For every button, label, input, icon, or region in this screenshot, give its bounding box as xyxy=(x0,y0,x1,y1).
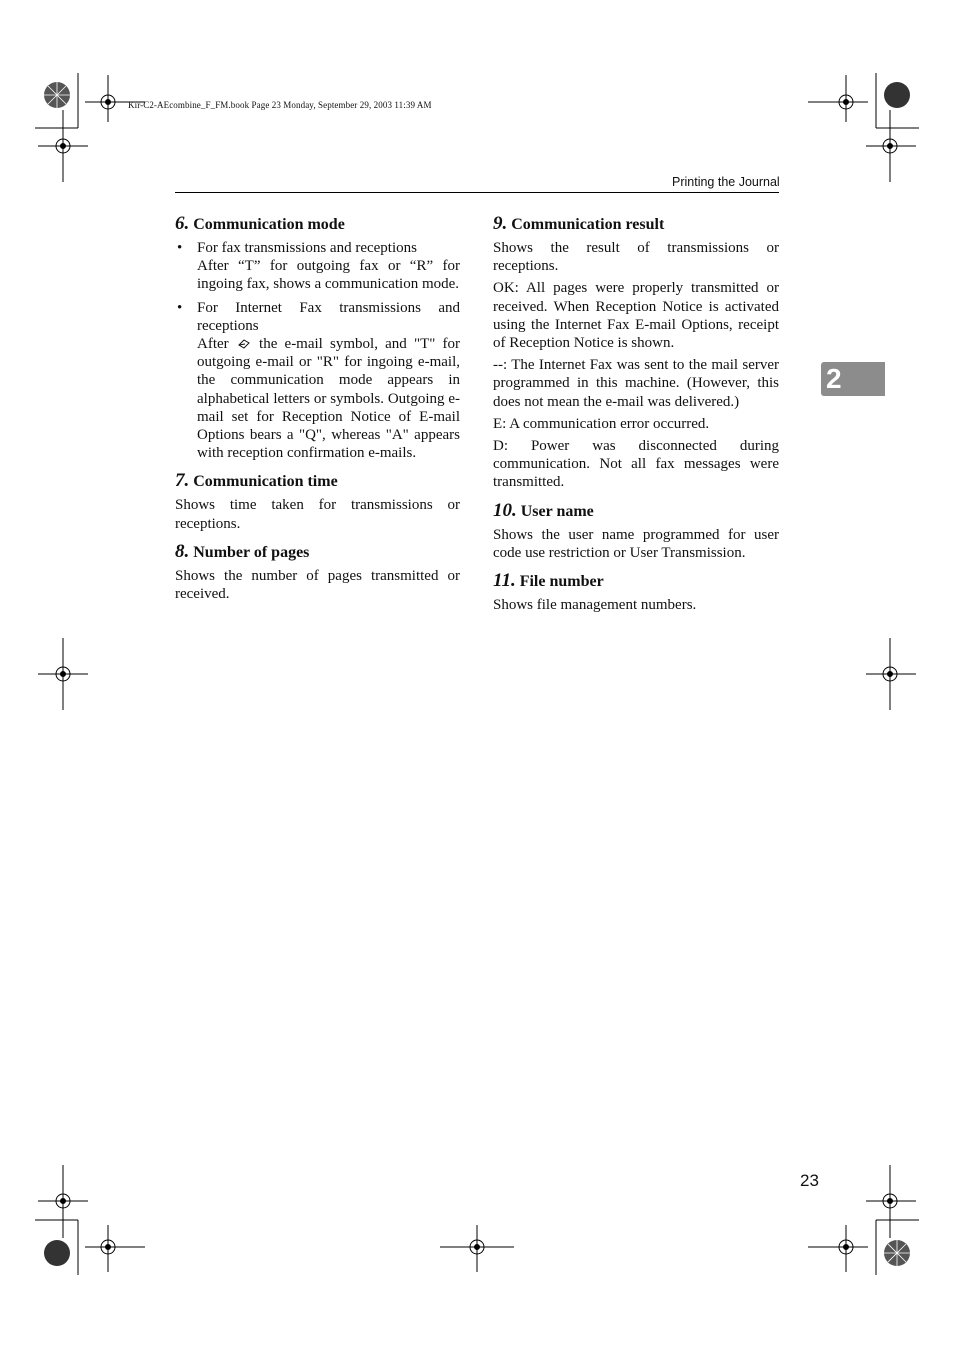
section-heading xyxy=(175,471,460,492)
registration-target-icon xyxy=(866,638,916,710)
bullet-icon: • xyxy=(177,240,183,256)
section-text: Shows the number of pages transmitted or received. xyxy=(175,567,460,603)
bullet-icon: • xyxy=(177,299,183,316)
registration-target-icon xyxy=(440,1225,514,1272)
section-communication-time xyxy=(175,471,460,532)
section-title: Communication result xyxy=(511,216,665,233)
registration-target-icon xyxy=(85,1225,145,1272)
bullet-lead: For fax transmissions and receptions xyxy=(197,240,417,256)
chapter-tab-number: 2 xyxy=(826,363,842,394)
density-wheel-icon xyxy=(44,82,70,108)
section-text: Shows file management numbers. xyxy=(493,597,697,614)
bullet-body-end: the e-mail symbol, and "T" for outgoing e-mail or "R" for ingoing e-mail, the communication mode appears in alphabetical letters or symbols. Outgoing e-mail set for Reception Notice of E-mail Options bears a "Q", whereas "A" appears with reception confirmation e-mails. xyxy=(197,336,461,462)
registration-target-icon xyxy=(85,75,145,122)
section-number: 7. xyxy=(175,470,190,492)
page-number: 23 xyxy=(800,1171,819,1190)
section-number: 9. xyxy=(493,213,508,234)
section-heading xyxy=(175,214,460,235)
section-title: Communication time xyxy=(193,473,338,491)
section-number: 10. xyxy=(493,499,517,521)
result-paragraph: Shows the result of transmissions or receptions. xyxy=(493,240,779,275)
section-text: Shows time taken for transmissions or receptions. xyxy=(175,497,460,532)
density-wheel-icon xyxy=(44,1240,70,1266)
registration-target-icon xyxy=(808,1225,868,1272)
list-item xyxy=(175,299,460,463)
running-head: Printing the Journal xyxy=(672,175,780,189)
section-number: 11. xyxy=(493,570,516,592)
section-communication-result xyxy=(493,214,779,492)
registration-target-icon xyxy=(866,110,916,182)
bullet-list xyxy=(175,239,460,462)
header-rule xyxy=(175,192,779,193)
bullet-body: After “T” for outgoing fax or “R” for ingoing fax, shows a communication mode. xyxy=(197,258,460,293)
slug-line: Kir-C2-AEcombine_F_FM.book Page 23 Monday, September 29, 2003 11:39 AM xyxy=(128,100,432,110)
email-symbol-icon xyxy=(238,339,250,349)
section-user-name xyxy=(493,501,779,562)
section-heading xyxy=(493,571,779,592)
chapter-tab xyxy=(821,362,885,396)
registration-target-icon xyxy=(38,1165,88,1238)
registration-target-icon xyxy=(38,638,88,710)
section-title: Number of pages xyxy=(193,543,310,561)
section-number-of-pages xyxy=(175,542,460,603)
section-title: User name xyxy=(520,502,594,520)
section-heading xyxy=(175,542,460,563)
bullet-lead: For Internet Fax transmissions and receptions xyxy=(197,299,460,334)
section-text: Shows the user name programmed for user code use restriction or User Transmission. xyxy=(493,526,779,561)
registration-target-icon xyxy=(808,75,868,122)
section-title: Communication mode xyxy=(193,216,345,233)
result-paragraph: E: A communication error occurred. xyxy=(493,415,710,432)
section-communication-mode xyxy=(175,214,460,462)
result-paragraph: OK: All pages were properly transmitted or received. When Reception Notice is activated using the Internet Fax E-mail Options, receipt of Reception Notice is shown. xyxy=(493,280,779,352)
right-column xyxy=(493,214,779,623)
section-heading xyxy=(493,214,779,235)
registration-targets xyxy=(38,75,916,1272)
bullet-body-start: After xyxy=(197,336,229,353)
section-number: 8. xyxy=(175,540,190,562)
section-file-number xyxy=(493,571,779,614)
section-heading xyxy=(493,501,779,522)
density-wheel-icon xyxy=(884,1240,910,1266)
density-wheel-icon xyxy=(884,82,910,108)
result-paragraph: D: Power was disconnected during communication. Not all fax messages were transmitted. xyxy=(493,438,779,491)
section-number: 6. xyxy=(175,213,190,234)
registration-target-icon xyxy=(38,110,88,182)
section-title: File number xyxy=(519,573,604,591)
result-paragraph: --: The Internet Fax was sent to the mail server programmed in this machine. (However, this does not mean the e-mail was delivered.) xyxy=(493,357,779,410)
left-column xyxy=(175,214,460,612)
list-item xyxy=(175,239,460,294)
registration-target-icon xyxy=(866,1165,916,1238)
